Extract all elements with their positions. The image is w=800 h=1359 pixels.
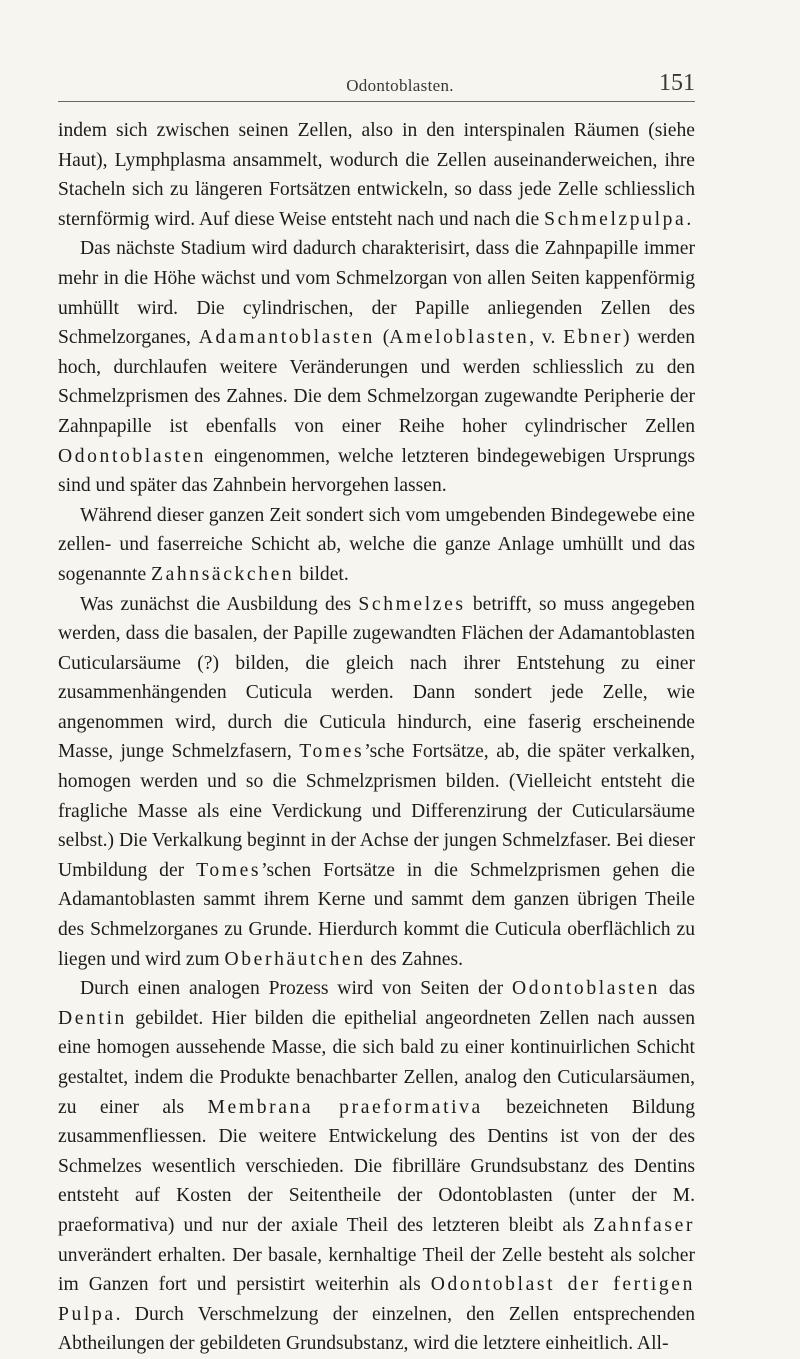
- spaced-term: Ameloblasten: [389, 327, 530, 349]
- spaced-term: Zahnsäckchen: [151, 563, 295, 585]
- text-run: Während dieser ganzen Zeit sondert sich vom umgebenden Bindegewebe eine zellen- und faserreiche Schicht ab, welche die ganze Anlage umhüllt und das sogenannte: [58, 504, 695, 585]
- text-run: . Durch Verschmelzung der einzelnen, den Zellen entsprechenden Abtheilungen der gebildeten Grundsubstanz, wird die letztere einheitlich. All-: [58, 1303, 695, 1355]
- paragraph: [58, 234, 695, 500]
- text-run: bezeichneten Bildung zusammenfliessen. Die weitere Entwickelung des Dentins ist von der des Schmelzes wesentlich verschieden. Die fibrilläre Grundsubstanz des Dentins entsteht auf Kosten der Seitentheile der Odontoblasten (unter der M. praeformativa) und nur der axiale Theil des letzteren bleibt als: [58, 1096, 695, 1236]
- text-run: , v.: [529, 327, 564, 349]
- header-rule: [58, 101, 695, 102]
- spaced-term: Schmelzpulpa: [544, 208, 687, 230]
- page-number: 151: [659, 70, 695, 96]
- text-run: .: [686, 208, 692, 230]
- paragraph: [58, 116, 695, 234]
- text-run: ’schen Fortsätze in die Schmelzprismen gehen die Adamantoblasten sammt ihrem Kerne und sammt dem ganzen übrigen Theile des Schmelzorganes zu Grunde. Hierdurch kommt die Cuticula oberflächlich zu liegen und wird zum: [58, 859, 695, 970]
- spaced-term: Tomes: [299, 741, 365, 763]
- spaced-term: Ebner: [563, 327, 623, 349]
- text-run: unverändert erhalten. Der basale, kernhaltige Theil der Zelle besteht als solcher im Ganzen fort und persistirt weiterhin als: [58, 1244, 695, 1296]
- text-run: Das nächste Stadium wird dadurch charakterisirt, dass die Zahnpapille immer mehr in die Höhe wächst und vom Schmelzorgan von allen Seiten kappenförmig umhüllt wird. Die cylindrischen, der Papille anliegenden Zellen des Schmelzorganes,: [58, 238, 695, 349]
- spaced-term: Dentin: [58, 1007, 127, 1029]
- text-run: (: [374, 327, 390, 349]
- spaced-term: Odontoblast der fertigen Pulpa: [58, 1274, 695, 1325]
- text-run: bildet.: [294, 563, 349, 585]
- running-title: Odontoblasten.: [346, 76, 454, 95]
- running-head: [0, 68, 800, 108]
- text-run: das: [660, 978, 695, 1000]
- paragraph: [58, 590, 695, 975]
- paragraph: [58, 974, 695, 1359]
- spaced-term: Schmelzes: [358, 593, 466, 615]
- text-run: Durch einen analogen Prozess wird von Seiten der: [80, 978, 512, 1000]
- text-run: eingenommen, welche letzteren bindegewebigen Ursprungs sind und später das Zahnbein hervorgehen lassen.: [58, 445, 695, 497]
- spaced-term: Zahnfaser: [593, 1214, 695, 1236]
- spaced-term: Membrana praeformativa: [207, 1096, 483, 1118]
- paragraph: [58, 501, 695, 590]
- text-run: betrifft, so muss angegeben werden, dass die basalen, der Papille zugewandten Flächen der Adamantoblasten Cuticularsäume (?) bilden, die gleich nach ihrer Entstehung zu einer zusammenhängenden Cuticula werden. Dann sondert jede Zelle, wie angenommen wird, durch die Cuticula hindurch, eine faserig erscheinende Masse, junge Schmelzfasern,: [58, 593, 695, 763]
- text-run: Was zunächst die Ausbildung des: [80, 593, 359, 615]
- text-run: des Zahnes.: [365, 948, 464, 970]
- spaced-term: Adamantoblasten: [198, 327, 375, 349]
- text-run: gebildet. Hier bilden die epithelial angeordneten Zellen nach aussen eine homogen aussehende Masse, die sich bald zu einer kontinuirlichen Schicht gestaltet, indem die Produkte benachbarter Zellen, analog den Cuticularsäumen, zu einer als: [58, 1007, 695, 1118]
- text-run: ) werden hoch, durchlaufen weitere Veränderungen und werden schliesslich zu den Schmelzprismen des Zahnes. Die dem Schmelzorgan zugewandte Peripherie der Zahnpapille ist ebenfalls von einer Reihe hoher cylindrischer Zellen: [58, 327, 695, 437]
- text-run: ’sche Fortsätze, ab, die später verkalken, homogen werden und so die Schmelzprismen bilden. (Vielleicht entsteht die fragliche Masse als eine Verdickung und Differenzirung der Cuticularsäume selbst.) Die Verkalkung beginnt in der Achse der jungen Schmelzfaser. Bei dieser Umbildung der: [58, 741, 695, 881]
- spaced-term: Odontoblasten: [58, 445, 207, 467]
- spaced-term: Odontoblasten: [511, 978, 661, 1000]
- spaced-term: Oberhäutchen: [224, 948, 366, 970]
- text-run: indem sich zwischen seinen Zellen, also in den interspinalen Räumen (siehe Haut), Lymphplasma ansammelt, wodurch die Zellen auseinanderweichen, ihre Stacheln sich zu längeren Fortsätzen entwickeln, so dass jede Zelle schliesslich sternförmig wird. Auf diese Weise entsteht nach und nach die: [58, 120, 695, 230]
- spaced-term: Tomes: [196, 859, 262, 881]
- body-text: [58, 116, 695, 1359]
